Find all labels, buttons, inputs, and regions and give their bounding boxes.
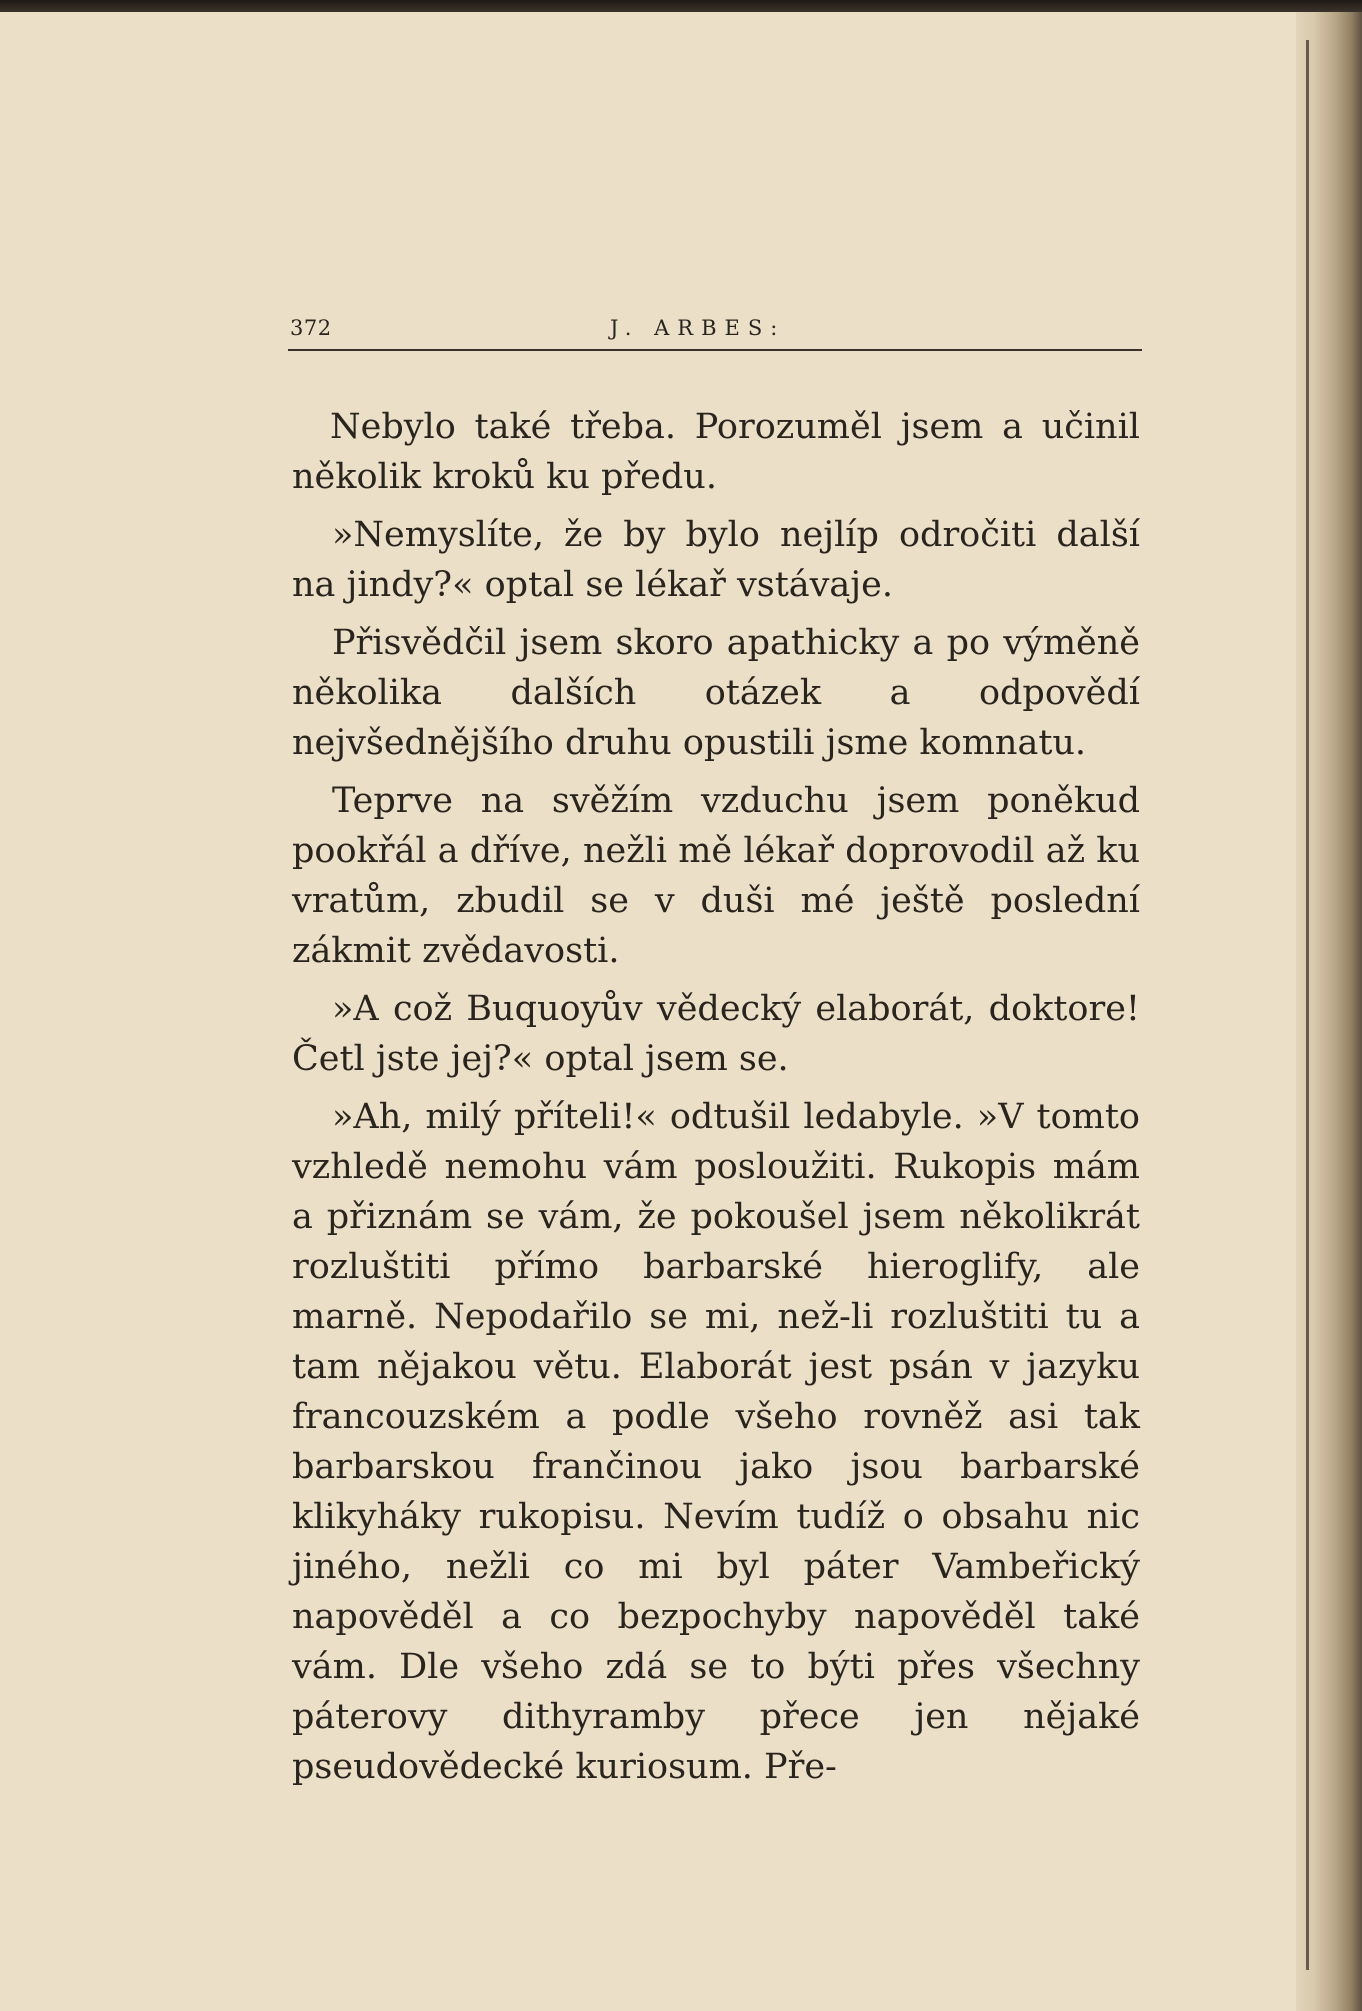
paragraph: Přisvědčil jsem skoro apathicky a po výměně několika dalších otázek a odpovědí nejvšednějšího druhu opustili jsme komnatu.: [292, 623, 1140, 763]
paragraph: Nebylo také třeba. Porozuměl jsem a učinil několik kroků ku předu.: [292, 407, 1140, 497]
paragraph: »Nemyslíte, že by bylo nejlíp odročiti další na jindy?« optal se lékař vstávaje.: [292, 515, 1140, 605]
header-rule: [288, 349, 1142, 351]
page-header: [290, 316, 1140, 346]
body-text: [292, 402, 1140, 1800]
page-number: 372: [290, 316, 332, 340]
paragraph: »Ah, milý příteli!« odtušil ledabyle. »V tomto vzhledě nemohu vám posloužiti. Rukopis mám a přiznám se vám, že pokoušel jsem několikrát rozluštiti přímo barbarské hieroglify, ale marně. Nepodařilo se mi, než-li rozluštiti tu a tam nějakou větu. Elaborát jest psán v jazyku francouzském a podle všeho rovněž asi tak barbarskou frančinou jako jsou barbarské klikyháky rukopisu. Nevím tudíž o obsahu nic jiného, nežli co mi byl páter Vambeřický napověděl a co bezpochyby napověděl také vám. Dle všeho zdá se to býti přes všechny páterovy dithyramby přece jen nějaké pseudovědecké kuriosum. Pře-: [292, 1097, 1140, 1787]
running-head: J. ARBES:: [610, 316, 786, 340]
book-spine-line: [1306, 40, 1309, 1970]
paragraph: Teprve na svěžím vzduchu jsem poněkud pookřál a dříve, nežli mě lékař doprovodil až ku vratům, zbudil se v duši mé ještě poslední zákmit zvědavosti.: [292, 781, 1140, 971]
paragraph: »A což Buquoyův vědecký elaborát, doktore! Četl jste jej?« optal jsem se.: [292, 989, 1140, 1079]
